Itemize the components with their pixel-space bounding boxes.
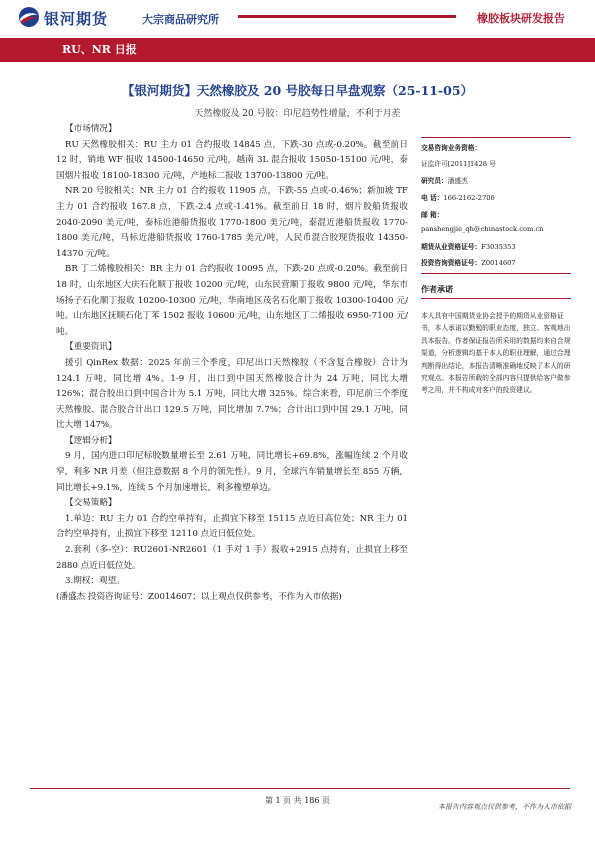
section-heading-strategy: 【交易策略】: [65, 498, 117, 509]
report-type: 橡胶板块研发报告: [477, 12, 565, 25]
email-label: 邮 箱：: [421, 211, 444, 219]
galaxy-logo-icon: [18, 6, 40, 28]
page-subtitle: 天然橡胶及 20 号胶：印尼趋势性增量，不利于月差: [194, 109, 401, 119]
invest-cert-value: Z0014607: [481, 259, 516, 267]
nr-paragraph: NR 20 号胶相关：NR 主力 01 合约报收 11905 点，下跌-55 点或-0.46%；新加坡 TF 主力 01 合约报收 167.8 点，下跌-2.4 点或-1.41%。截至前日 18 时，烟片胶船货报收 2040-2090 美元/吨，泰标近港船货报收 1770-1800 美元/吨，泰混近港船货报收 1770-1800 美元/吨，马标近港船货报收 1760-1785 美元/吨，人民币混合胶现货报收 14350-14370 元/吨。: [56, 186, 408, 259]
invest-cert-label: 投资咨询资格证号：: [421, 259, 482, 267]
email-value[interactable]: panshengjie_qh@chinastock.com.cn: [421, 225, 544, 233]
section-heading-market: 【市场情况】: [65, 124, 117, 134]
futures-cert-value: F3035353: [481, 243, 516, 251]
br-paragraph: BR 丁二烯橡胶相关：BR 主力 01 合约报收 10095 点，下跌-20 点或-0.20%。截至前日 18 时，山东地区大庆石化顺丁报收 10200 元/吨，山东民营顺丁报收 9800 元/吨，华东市场扬子石化顺丁报收 10200-10300 元/吨，华南地区茂名石化顺丁报收 10300-10400 元/吨。山东地区抚顺石化丁苯 1502 报收 10600 元/吨，山东地区丁二烯报收 6950-7100 元/吨。: [56, 264, 408, 337]
page-number: 第 1 页 共 186 页: [264, 796, 331, 805]
news-paragraph: 援引 QinRex 数据：2025 年前三个季度，印尼出口天然橡胶（不含复合橡胶）合计为 124.1 万吨，同比增 4%。1-9 月，出口到中国天然橡胶合计为 24 万吨，同比大增 126%；混合胶出口到中国合计为 5.1 万吨，同比大增 325%。综合来看，印尼前三个季度天然橡胶、混合胶合计出口 129.5 万吨，同比增加 7.7%；合计出口到中国 29.1 万吨，同比大增 147%。: [56, 357, 408, 431]
phone-label: 电 话：: [421, 194, 444, 202]
sidebar-top-divider: [421, 137, 571, 138]
futures-cert-label: 期货从业资格证号：: [421, 243, 482, 251]
logic-paragraph: 9 月，国内进口印尼标胶数量增长至 2.61 万吨，同比增长+69.8%，涨幅连续 2 个月收窄，利多 NR 月差（但注意数据 8 个月的领先性）。9 月，全球汽车销量增长至 855 万辆，同比增长+9.1%，连续 5 个月加速增长，利多橡塑单边。: [56, 451, 408, 493]
analyst-name: 潘盛杰: [447, 177, 468, 185]
author-signoff: (潘盛杰 投资咨询证号：Z0014607；以上观点仅供参考，不作为入市依据): [56, 591, 342, 602]
footer-disclaimer: 本报告内容观点仅供参考，不作为入市依据: [438, 803, 571, 811]
sidebar-commit-divider: [421, 298, 571, 299]
qualification-label: 交易咨询业务资格：: [421, 144, 482, 152]
commit-heading: 作者承诺: [421, 284, 453, 294]
footer-divider: [30, 788, 570, 789]
ru-paragraph: RU 天然橡胶相关：RU 主力 01 合约报收 14845 点，下跌-30 点或-0.20%。截至前日 12 时，销地 WF 报收 14500-14650 元/吨，越南 3L 混合报收 15050-15100 元/吨，泰国烟片报收 18100-18300 元/吨，产地标二报收 13700-13800 元/吨。: [56, 139, 408, 181]
section-heading-news: 【重要资讯】: [65, 342, 117, 353]
analyst-label: 研究员：: [421, 177, 448, 185]
page-title: 【银河期货】天然橡胶及 20 号胶每日早盘观察（25-11-05）: [121, 83, 474, 98]
strategy-options: 3.期权：观望。: [65, 576, 125, 587]
strategy-arbitrage: 2.套利（多-空）：RU2601-NR2601（1 手对 1 手）报收+2915 点持有，止损宜上移至 2880 点近日低位处。: [56, 545, 408, 571]
institute-name: 大宗商品研究所: [142, 13, 219, 26]
author-commitment: [421, 310, 571, 397]
sidebar-mid-divider: [421, 273, 571, 274]
commit-text: 本人具有中国期货业协会授予的期货从业资格证书，本人承诺以勤勉的职业态度，独立、客观地出具本报告。作者保证报告所采用的数据均来自合规渠道，分析逻辑均基于本人的职业理解，通过合理判断得出结论，本报告清晰准确地反映了本人的研究观点。本报告所载的全部内容只提供给客户做参考之用，并不构成对客户的投资建议。: [421, 312, 571, 395]
report-category: RU、NR 日报: [62, 43, 137, 56]
phone-value: 166-2162-2706: [443, 194, 495, 202]
header-divider: [238, 15, 456, 18]
page-header: [0, 0, 595, 34]
brand-name: 银河期货: [44, 10, 109, 28]
report-body: [56, 122, 408, 605]
section-heading-logic: 【逻辑分析】: [65, 435, 117, 446]
qualification-value: 证监许可[2011]1428 号: [421, 160, 496, 168]
strategy-single: 1.单边：RU 主力 01 合约空单持有，止损宜下移至 15115 点近日高位处；NR 主力 01 合约空单持有，止损宜下移至 12110 点近日低位处。: [56, 513, 408, 540]
